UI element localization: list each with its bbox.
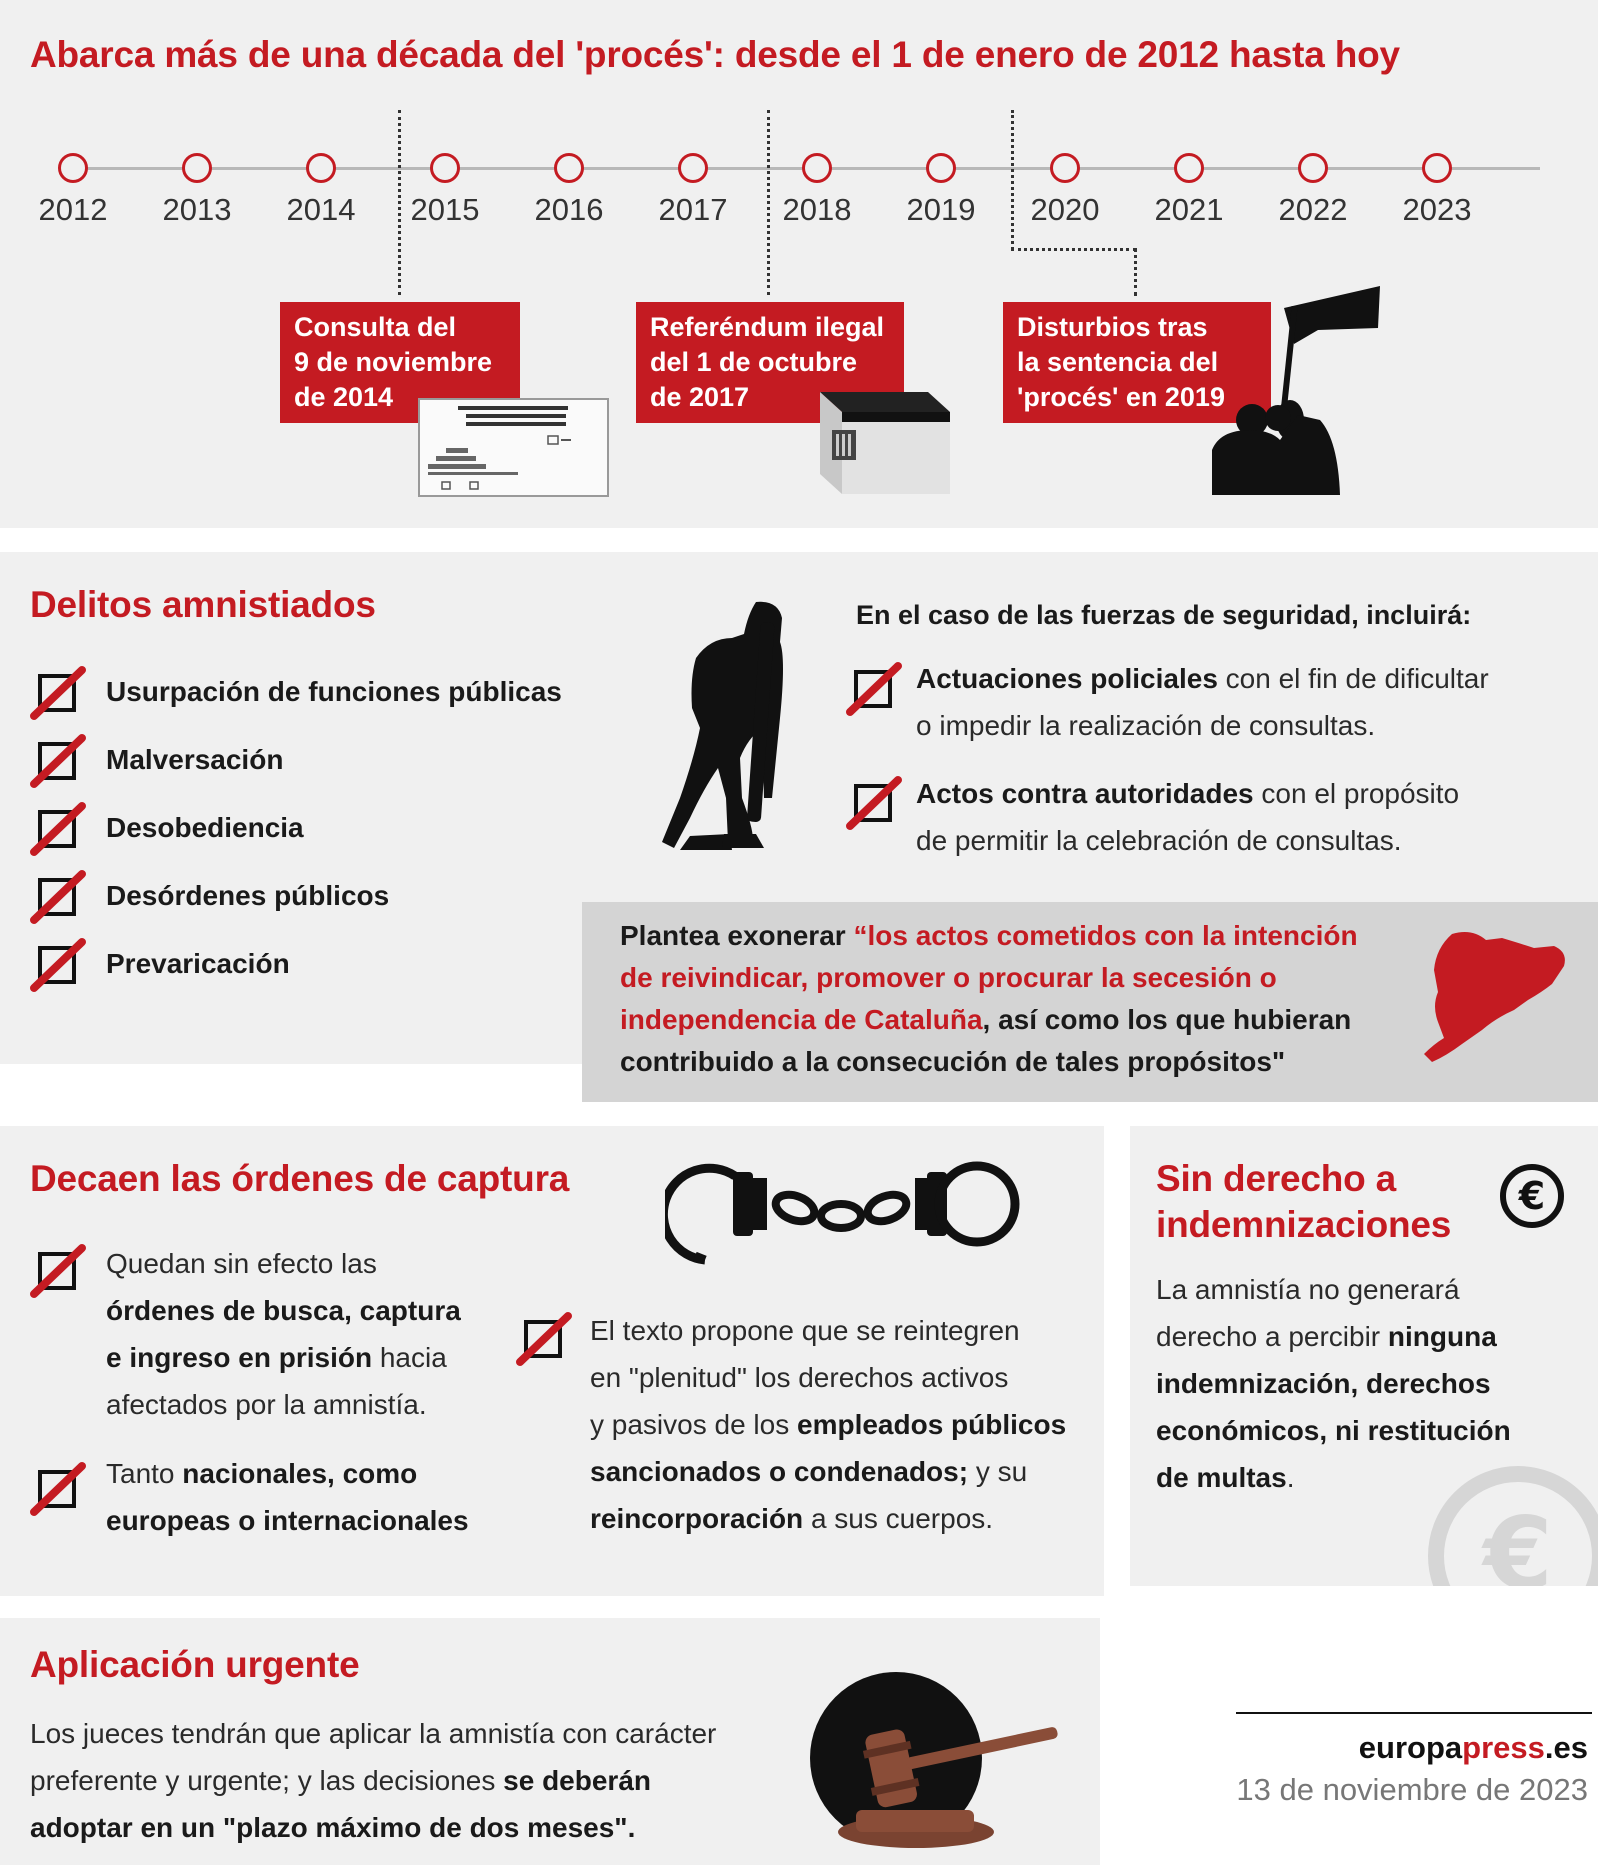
indem-l1: La amnistía no generará <box>1156 1274 1460 1305</box>
quote-black-3: , así como los que hubieran <box>982 1004 1352 1035</box>
timeline-node <box>182 153 212 183</box>
urgente-l1: Los jueces tendrán que aplicar la amnistía con carácter <box>30 1718 717 1749</box>
timeline-year: 2020 <box>1030 192 1100 227</box>
security-item-1-bold: Actuaciones policiales <box>916 663 1218 694</box>
security-item-1-text2: o impedir la realización de consultas. <box>916 710 1376 741</box>
timeline-node <box>1298 153 1328 183</box>
security-title: En el caso de las fuerzas de seguridad, incluirá: <box>856 600 1472 630</box>
indemnizaciones-title-2: indemnizaciones <box>1156 1204 1452 1245</box>
ordenes-item-2-l1b: nacionales, como <box>182 1458 418 1489</box>
timeline-node <box>430 153 460 183</box>
quote-red-1: “los actos cometidos con la intención <box>853 920 1358 951</box>
timeline-node <box>306 153 336 183</box>
timeline-year: 2022 <box>1278 192 1348 227</box>
ordenes-item-1-l3: hacia <box>372 1342 447 1373</box>
timeline-year: 2019 <box>906 192 976 227</box>
ordenes-item-1-l2: órdenes de busca, captura <box>106 1295 461 1326</box>
crossed-checkbox-icon <box>30 936 86 992</box>
ordenes-item-3-l4: y su <box>968 1456 1028 1487</box>
event-text: Disturbios tras <box>1017 312 1208 342</box>
indem-l4: económicos, ni restitución <box>1156 1415 1511 1446</box>
delito-item: Desobediencia <box>106 812 304 843</box>
event-text: la sentencia del <box>1017 347 1219 377</box>
quote-black-4: contribuido a la consecución de tales propósitos" <box>620 1046 1286 1077</box>
timeline-year: 2023 <box>1402 192 1472 227</box>
timeline-node <box>802 153 832 183</box>
ordenes-item-3-l3a: y pasivos de los <box>590 1409 797 1440</box>
brand-logo <box>1359 1730 1588 1766</box>
security-item-2 <box>916 770 1459 864</box>
indem-l3: indemnización, derechos <box>1156 1368 1491 1399</box>
ordenes-item-3-l1: El texto propone que se reintegren <box>590 1315 1020 1346</box>
quote-red-2: de reivindicar, promover o procurar la secesión o <box>620 962 1277 993</box>
ballot-box-icon <box>800 382 958 504</box>
event-text: de 2017 <box>650 382 750 412</box>
crossed-checkbox-icon <box>30 664 86 720</box>
timeline-node <box>554 153 584 183</box>
quote-text <box>620 915 1358 1083</box>
event-text: del 1 de octubre <box>650 347 858 377</box>
delitos-title: Delitos amnistiados <box>30 584 376 625</box>
indemnizaciones-title <box>1156 1156 1451 1248</box>
timeline-year: 2014 <box>286 192 356 227</box>
euro-circle-icon <box>1500 1164 1564 1228</box>
indem-l2a: derecho a percibir <box>1156 1321 1388 1352</box>
timeline-year: 2013 <box>162 192 232 227</box>
event-text: Referéndum ilegal <box>650 312 885 342</box>
brand-b: press <box>1462 1730 1545 1765</box>
ordenes-item-1-l1: Quedan sin efecto las <box>106 1248 377 1279</box>
delito-item: Usurpación de funciones públicas <box>106 676 562 707</box>
crossed-checkbox-icon <box>846 774 902 830</box>
event-text: 9 de noviembre <box>294 347 493 377</box>
security-item-1-text: con el fin de dificultar <box>1217 663 1489 694</box>
indem-l5: . <box>1286 1462 1295 1493</box>
gavel-icon <box>806 1670 1068 1850</box>
crossed-checkbox-icon <box>30 1460 86 1516</box>
brand-c: .es <box>1544 1730 1588 1765</box>
delito-item: Malversación <box>106 744 284 775</box>
security-item-1 <box>916 655 1489 749</box>
timeline-year: 2017 <box>658 192 728 227</box>
indem-l5b: de multas <box>1156 1462 1287 1493</box>
urgente-title: Aplicación urgente <box>30 1644 360 1685</box>
crossed-checkbox-icon <box>30 868 86 924</box>
ordenes-title: Decaen las órdenes de captura <box>30 1158 570 1199</box>
ordenes-item-2-l1a: Tanto <box>106 1458 183 1489</box>
indemnizaciones-title-1: Sin derecho a <box>1156 1158 1397 1199</box>
catalonia-map-icon <box>1422 926 1572 1066</box>
protest-flag-icon <box>1210 280 1390 495</box>
ordenes-item-3 <box>590 1307 1066 1542</box>
event-text: de 2014 <box>294 382 394 412</box>
quote-lead: Plantea exonerar <box>620 920 854 951</box>
police-officer-silhouette <box>660 598 810 850</box>
indemnizaciones-text <box>1156 1266 1511 1501</box>
ordenes-item-3-l3b: empleados públicos <box>797 1409 1067 1440</box>
ordenes-item-2 <box>106 1450 469 1544</box>
timeline-node <box>1050 153 1080 183</box>
marker-2019-line-b <box>1011 248 1136 251</box>
handcuffs-icon <box>665 1156 1027 1274</box>
event-text: 'procés' en 2019 <box>1017 382 1225 412</box>
timeline-node <box>58 153 88 183</box>
ballot-paper-icon <box>418 398 610 498</box>
security-item-2-text2: de permitir la celebración de consultas. <box>916 825 1402 856</box>
crossed-checkbox-icon <box>30 732 86 788</box>
euro-watermark-symbol: € <box>1483 1495 1553 1612</box>
ordenes-item-1 <box>106 1240 461 1428</box>
crossed-checkbox-icon <box>846 660 902 716</box>
euro-symbol: € <box>1518 1174 1546 1218</box>
crossed-checkbox-icon <box>30 800 86 856</box>
ordenes-item-3-l5b: reincorporación <box>590 1503 804 1534</box>
urgente-text <box>30 1710 716 1851</box>
urgente-l2b: se deberán <box>503 1765 652 1796</box>
event-text: Consulta del <box>294 312 457 342</box>
delito-item: Desórdenes públicos <box>106 880 390 911</box>
ordenes-item-3-l4b: sancionados o condenados; <box>590 1456 969 1487</box>
timeline-year: 2021 <box>1154 192 1224 227</box>
security-item-2-text: con el propósito <box>1253 778 1460 809</box>
timeline-node <box>1174 153 1204 183</box>
marker-2017-line <box>767 110 770 295</box>
timeline-node <box>926 153 956 183</box>
ordenes-item-1-l3b: e ingreso en prisión <box>106 1342 373 1373</box>
publish-date: 13 de noviembre de 2023 <box>1236 1772 1588 1807</box>
marker-2019-line-a <box>1011 110 1014 250</box>
timeline-year: 2016 <box>534 192 604 227</box>
delito-item: Prevaricación <box>106 948 290 979</box>
quote-red-3: independencia de Cataluña <box>620 1004 983 1035</box>
timeline-year: 2018 <box>782 192 852 227</box>
footer-rule <box>1236 1712 1592 1714</box>
timeline-node <box>678 153 708 183</box>
crossed-checkbox-icon <box>30 1242 86 1298</box>
timeline-year: 2015 <box>410 192 480 227</box>
security-item-2-bold: Actos contra autoridades <box>916 778 1254 809</box>
indem-l2b: ninguna <box>1387 1321 1497 1352</box>
urgente-l3: adoptar en un "plazo máximo de dos meses". <box>30 1812 636 1843</box>
urgente-l2a: preferente y urgente; y las decisiones <box>30 1765 504 1796</box>
crossed-checkbox-icon <box>516 1310 572 1366</box>
ordenes-item-2-l2: europeas o internacionales <box>106 1505 469 1536</box>
timeline-node <box>1422 153 1452 183</box>
ordenes-item-3-l5: a sus cuerpos. <box>803 1503 994 1534</box>
brand-a: europa <box>1358 1730 1463 1765</box>
timeline-title: Abarca más de una década del 'procés': desde el 1 de enero de 2012 hasta hoy <box>30 34 1400 75</box>
timeline-year: 2012 <box>38 192 108 227</box>
timeline-panel <box>0 0 1598 528</box>
marker-2019-line-c <box>1134 248 1137 296</box>
ordenes-item-1-l4: afectados por la amnistía. <box>106 1389 427 1420</box>
ordenes-item-3-l2: en "plenitud" los derechos activos <box>590 1362 1009 1393</box>
